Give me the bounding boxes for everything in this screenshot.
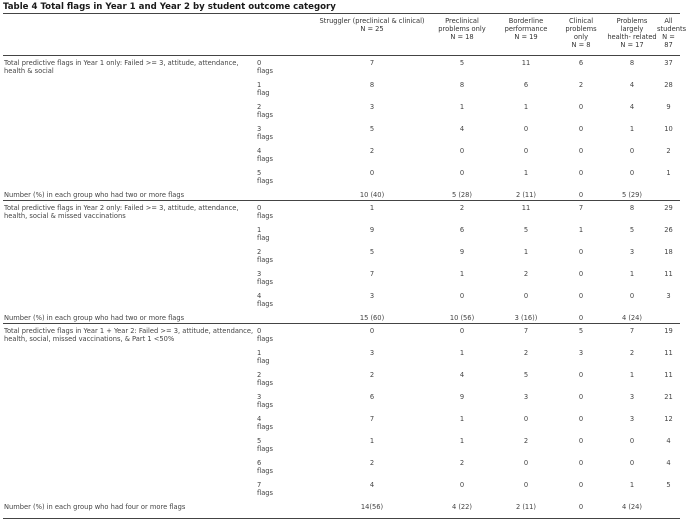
- summary-value: 4 (24): [621, 313, 643, 322]
- column-header: Borderline performance N = 19: [504, 17, 548, 41]
- cell-value: 1: [459, 269, 465, 278]
- section-label: [3, 223, 257, 245]
- section-label: [3, 346, 257, 368]
- flags-table: [3, 14, 686, 513]
- summary-value: 0: [578, 502, 584, 511]
- summary-value: 2 (11): [515, 502, 537, 511]
- section-label: [3, 122, 257, 144]
- cell-value: 26: [664, 225, 673, 234]
- section-label: [3, 478, 257, 500]
- table-row: [3, 368, 680, 390]
- summary-value: 14(56): [360, 502, 384, 511]
- column-header: Problems largely health- related N = 17: [607, 17, 657, 49]
- summary-value: 10 (40): [359, 190, 385, 199]
- section-label: [3, 245, 257, 267]
- flag-count-label: 5 flags: [257, 168, 274, 185]
- flag-count-label: 2 flags: [257, 102, 274, 119]
- table-row: [3, 223, 680, 245]
- cell-value: 4: [369, 480, 375, 489]
- cell-value: 4: [629, 102, 635, 111]
- summary-value: [657, 500, 680, 513]
- summary-value: 3 (16)): [514, 313, 538, 322]
- cell-value: 9: [459, 247, 465, 256]
- cell-value: 5: [523, 370, 529, 379]
- flag-count-label: 4 flags: [257, 146, 274, 163]
- section-label: Total predictive flags in Year 1 + Year 2: Failed >= 3, attitude, attendance, health, social, missed vaccinations, & Part 1 <50%: [3, 324, 257, 346]
- cell-value: 9: [369, 225, 375, 234]
- table-row: [3, 78, 680, 100]
- summary-value: 2 (11): [515, 190, 537, 199]
- cell-value: 1: [459, 348, 465, 357]
- cell-value: 3: [369, 102, 375, 111]
- cell-value: 3: [369, 348, 375, 357]
- cell-value: 0: [578, 370, 584, 379]
- summary-row: [3, 500, 680, 513]
- section-label: [3, 368, 257, 390]
- cell-value: 1: [523, 247, 529, 256]
- cell-value: 5: [369, 124, 375, 133]
- cell-value: 1: [629, 124, 635, 133]
- flag-count-label: 6 flags: [257, 458, 274, 475]
- cell-value: 0: [629, 436, 635, 445]
- cell-value: 0: [578, 436, 584, 445]
- header-row: [3, 14, 680, 55]
- cell-value: 8: [459, 80, 465, 89]
- section-label: [3, 144, 257, 166]
- summary-value: 5 (29): [621, 190, 643, 199]
- table-row: [3, 412, 680, 434]
- table-row: [3, 144, 680, 166]
- summary-row: [3, 311, 680, 324]
- cell-value: 2: [369, 458, 375, 467]
- flag-count-label: 1 flag: [257, 225, 270, 242]
- cell-value: 0: [578, 124, 584, 133]
- cell-value: 2: [629, 348, 635, 357]
- section-label: [3, 78, 257, 100]
- flag-count-label: 0 flags: [257, 59, 274, 75]
- cell-value: 21: [664, 392, 673, 401]
- table-row: [3, 122, 680, 144]
- column-header: Struggler (preclinical & clinical) N = 25: [319, 17, 425, 33]
- flag-count-label: 7 flags: [257, 480, 274, 497]
- cell-value: 1: [317, 201, 427, 223]
- summary-value: 4 (22): [451, 502, 473, 511]
- cell-value: 0: [578, 291, 584, 300]
- flag-count-label: 2 flags: [257, 370, 274, 387]
- cell-value: 7: [369, 414, 375, 423]
- cell-value: 0: [629, 168, 635, 177]
- cell-value: 11: [521, 59, 531, 67]
- cell-value: 37: [664, 59, 673, 67]
- column-header: Clinical problems only N = 8: [565, 17, 597, 49]
- cell-value: 3: [369, 291, 375, 300]
- table-row: [3, 434, 680, 456]
- summary-label: Number (%) in each group who had two or more flags: [4, 190, 185, 199]
- cell-value: 28: [664, 80, 673, 89]
- cell-value: 11: [664, 348, 673, 357]
- cell-value: 0: [459, 168, 465, 177]
- cell-value: 1: [369, 436, 375, 445]
- table-row: [3, 245, 680, 267]
- cell-value: 4: [666, 436, 671, 445]
- cell-value: 5: [523, 225, 529, 234]
- cell-value: 2: [427, 201, 497, 223]
- cell-value: 2: [459, 458, 465, 467]
- cell-value: 4: [459, 370, 465, 379]
- cell-value: 2: [369, 370, 375, 379]
- cell-value: 11: [664, 269, 673, 278]
- cell-value: 1: [578, 225, 584, 234]
- summary-label: Number (%) in each group who had four or more flags: [4, 502, 186, 511]
- flag-count-label: 1 flag: [257, 80, 270, 97]
- section-label: [3, 166, 257, 188]
- summary-value: 15 (60): [359, 313, 385, 322]
- cell-value: 0: [578, 414, 584, 423]
- table-row: [3, 346, 680, 368]
- cell-value: 0: [629, 291, 635, 300]
- cell-value: 0: [578, 247, 584, 256]
- cell-value: 0: [523, 458, 529, 467]
- cell-value: 3: [629, 247, 635, 256]
- cell-value: 2: [369, 146, 375, 155]
- cell-value: 0: [578, 458, 584, 467]
- flag-count-label: 3 flags: [257, 269, 274, 286]
- cell-value: 0: [578, 168, 584, 177]
- table-row: [3, 100, 680, 122]
- cell-value: 1: [523, 168, 529, 177]
- cell-value: 4: [666, 458, 671, 467]
- summary-label: Number (%) in each group who had two or more flags: [4, 313, 185, 322]
- cell-value: 11: [497, 201, 555, 223]
- cell-value: 5: [666, 480, 671, 489]
- cell-value: 18: [664, 247, 673, 256]
- cell-value: 29: [657, 201, 680, 223]
- section-label: [3, 456, 257, 478]
- cell-value: 0: [629, 458, 635, 467]
- cell-value: 5: [629, 225, 635, 234]
- cell-value: 0: [523, 146, 529, 155]
- table-row: [3, 456, 680, 478]
- cell-value: 0: [459, 291, 465, 300]
- table-title: Table 4 Total flags in Year 1 and Year 2 by student outcome category: [3, 2, 336, 12]
- table-row: [3, 267, 680, 289]
- cell-value: 1: [459, 436, 465, 445]
- summary-value: 5 (28): [451, 190, 473, 199]
- flag-count-label: 0 flags: [257, 324, 317, 346]
- section-label: [3, 289, 257, 311]
- cell-value: 5: [369, 247, 375, 256]
- cell-value: 1: [629, 269, 635, 278]
- cell-value: 3: [629, 414, 635, 423]
- cell-value: 3: [578, 348, 584, 357]
- table-row: [3, 201, 680, 223]
- cell-value: 0: [369, 168, 375, 177]
- summary-value: 0: [578, 190, 584, 199]
- table-row: [3, 56, 680, 78]
- cell-value: 0: [578, 480, 584, 489]
- cell-value: 6: [523, 80, 529, 89]
- cell-value: 3: [666, 291, 671, 300]
- cell-value: 3: [629, 392, 635, 401]
- cell-value: 0: [578, 269, 584, 278]
- section-label: Total predictive flags in Year 2 only: Failed >= 3, attitude, attendance, health, social & missed vaccinations: [3, 201, 257, 223]
- summary-value: 0: [578, 313, 584, 322]
- table-row: [3, 166, 680, 188]
- cell-value: 0: [459, 480, 465, 489]
- table-row: [3, 478, 680, 500]
- cell-value: 0: [523, 480, 529, 489]
- table-row: [3, 289, 680, 311]
- cell-value: 0: [578, 392, 584, 401]
- cell-value: 7: [607, 324, 657, 346]
- cell-value: 2: [523, 348, 529, 357]
- cell-value: 12: [664, 414, 673, 423]
- cell-value: 1: [629, 370, 635, 379]
- cell-value: 0: [578, 146, 584, 155]
- cell-value: 7: [555, 201, 607, 223]
- cell-value: 2: [523, 436, 529, 445]
- cell-value: 6: [369, 392, 375, 401]
- cell-value: 5: [459, 59, 465, 67]
- cell-value: 11: [664, 370, 673, 379]
- cell-value: 9: [666, 102, 671, 111]
- cell-value: 1: [629, 480, 635, 489]
- summary-value: [657, 188, 680, 201]
- cell-value: 4: [459, 124, 465, 133]
- cell-value: 3: [523, 392, 529, 401]
- section-label: [3, 100, 257, 122]
- cell-value: 9: [459, 392, 465, 401]
- table-row: [3, 324, 680, 346]
- section-label: Total predictive flags in Year 1 only: Failed >= 3, attitude, attendance, health & social: [4, 59, 239, 75]
- cell-value: 8: [369, 80, 375, 89]
- flag-count-label: 4 flags: [257, 291, 274, 308]
- column-header: All students N = 87: [657, 17, 686, 49]
- section-label: [3, 412, 257, 434]
- table-body: [3, 55, 680, 513]
- cell-value: 6: [459, 225, 465, 234]
- cell-value: 0: [317, 324, 427, 346]
- table-bottom-rule: [3, 518, 680, 519]
- section-label: [3, 390, 257, 412]
- flag-count-label: 0 flags: [257, 201, 317, 223]
- flag-count-label: 2 flags: [257, 247, 274, 264]
- flag-count-label: 5 flags: [257, 436, 274, 453]
- section-label: [3, 434, 257, 456]
- cell-value: 8: [629, 59, 635, 67]
- table-row: [3, 390, 680, 412]
- flag-count-label: 3 flags: [257, 392, 274, 409]
- cell-value: 2: [666, 146, 671, 155]
- cell-value: 1: [459, 102, 465, 111]
- summary-row: [3, 188, 680, 201]
- column-header: [257, 14, 317, 55]
- cell-value: 1: [666, 168, 671, 177]
- cell-value: 10: [664, 124, 673, 133]
- cell-value: 2: [578, 80, 584, 89]
- cell-value: 0: [523, 124, 529, 133]
- flag-count-label: 4 flags: [257, 414, 274, 431]
- flag-count-label: 3 flags: [257, 124, 274, 141]
- cell-value: 2: [523, 269, 529, 278]
- cell-value: 0: [427, 324, 497, 346]
- column-header: Preclinical problems only N = 18: [438, 17, 486, 41]
- cell-value: 0: [523, 414, 529, 423]
- cell-value: 0: [629, 146, 635, 155]
- cell-value: 0: [578, 102, 584, 111]
- cell-value: 0: [523, 291, 529, 300]
- section-label: [3, 267, 257, 289]
- cell-value: 0: [459, 146, 465, 155]
- cell-value: 6: [578, 59, 584, 67]
- cell-value: 7: [369, 59, 375, 67]
- summary-value: 4 (24): [621, 502, 643, 511]
- flag-count-label: 1 flag: [257, 348, 270, 365]
- summary-value: 10 (56): [449, 313, 475, 322]
- cell-value: 7: [369, 269, 375, 278]
- cell-value: 5: [555, 324, 607, 346]
- cell-value: 4: [629, 80, 635, 89]
- column-header: [3, 14, 257, 55]
- cell-value: 1: [523, 102, 529, 111]
- summary-value: [657, 311, 680, 324]
- cell-value: 8: [607, 201, 657, 223]
- cell-value: 1: [459, 414, 465, 423]
- cell-value: 19: [657, 324, 680, 346]
- cell-value: 7: [497, 324, 555, 346]
